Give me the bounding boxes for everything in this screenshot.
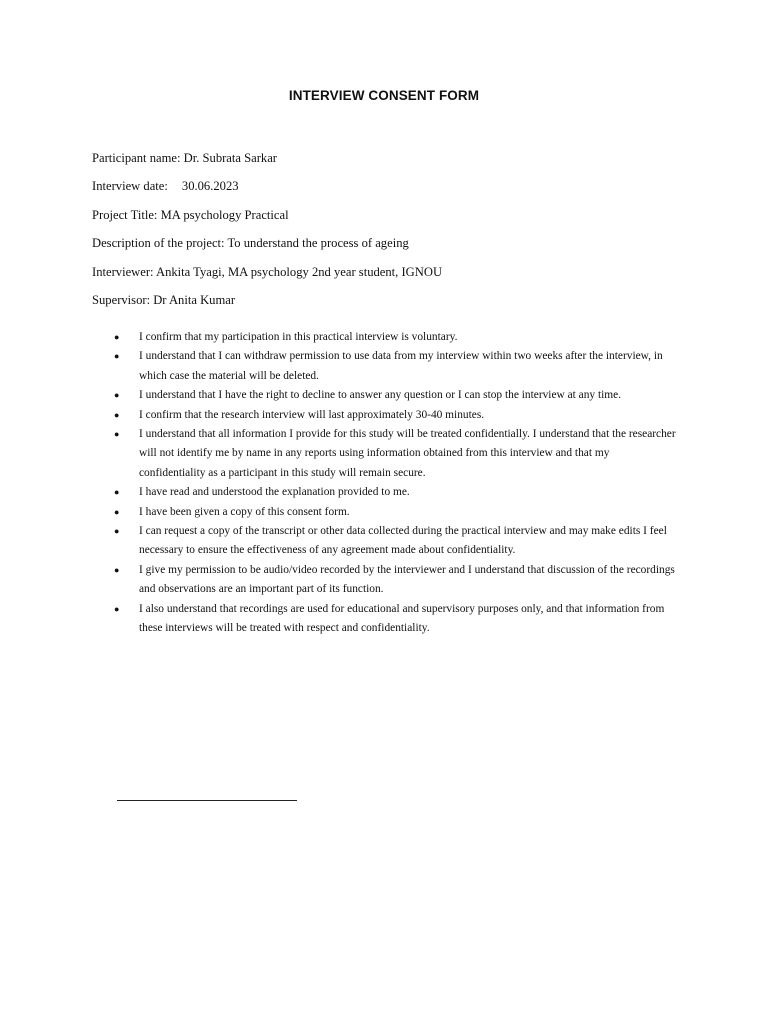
form-title: INTERVIEW CONSENT FORM <box>288 88 480 103</box>
bullet-icon: ● <box>114 487 120 498</box>
interview-date-label: Interview date: <box>92 179 168 194</box>
statement-text: I have read and understood the explanation provided to me. <box>139 486 410 499</box>
consent-statements-list <box>0 328 768 639</box>
bullet-icon: ● <box>114 409 120 420</box>
consent-statement <box>0 347 768 386</box>
bullet-icon: ● <box>114 351 120 362</box>
participant-name-field: Participant name: Dr. Subrata Sarkar <box>92 151 278 165</box>
statement-text: I confirm that my participation in this practical interview is voluntary. <box>139 331 458 343</box>
form-fields <box>92 150 692 320</box>
interviewer-field: Interviewer: Ankita Tyagi, MA psychology 2nd year student, IGNOU <box>92 264 443 279</box>
bullet-icon: ● <box>114 526 120 537</box>
consent-statement <box>0 328 768 347</box>
statement-text: I can request a copy of the transcript or other data collected during the practical interview and may make edits I feel necessary to ensure the effectiveness of any agreement made about confidentiality. <box>139 525 667 557</box>
project-title-field: Project Title: MA psychology Practical <box>92 207 289 222</box>
consent-statement <box>0 561 768 600</box>
consent-statement <box>0 386 768 405</box>
project-description-field: Description of the project: To understand the process of ageing <box>92 236 409 251</box>
bullet-icon: ● <box>114 506 120 517</box>
supervisor-field: Supervisor: Dr Anita Kumar <box>92 292 236 307</box>
bullet-icon: ● <box>114 603 120 614</box>
interview-date-field <box>92 178 692 206</box>
statement-text: I understand that I can withdraw permission to use data from my interview within two weeks after the interview, in which case the material will be deleted. <box>139 350 663 382</box>
statement-text: I give my permission to be audio/video recorded by the interviewer and I understand that discussion of the recordings and observations are an important part of its function. <box>139 563 675 596</box>
bullet-icon: ● <box>114 390 120 401</box>
consent-statement <box>0 600 768 639</box>
consent-statement <box>0 522 768 561</box>
consent-statement <box>0 425 768 483</box>
statement-text: I confirm that the research interview will last approximately 30-40 minutes. <box>139 408 485 421</box>
statement-text: I have been given a copy of this consent form. <box>139 505 350 518</box>
signature-line <box>117 800 297 801</box>
consent-statement <box>0 503 768 522</box>
bullet-icon: ● <box>114 564 120 575</box>
bullet-icon: ● <box>114 332 120 342</box>
statement-text: I understand that I have the right to decline to answer any question or I can stop the interview at any time. <box>139 389 622 402</box>
bullet-icon: ● <box>114 429 120 440</box>
statement-text: I also understand that recordings are used for educational and supervisory purposes only, and that information from these interviews will be treated with respect and confidentiality. <box>139 602 665 635</box>
statement-text: I understand that all information I provide for this study will be treated confidentially. I understand that the researcher will not identify me by name in any reports using information obtained from this interview and that my confidentiality as a participant in this study will remain secure. <box>139 428 676 479</box>
interview-date-value: 30.06.2023 <box>181 179 239 194</box>
consent-statement <box>0 406 768 425</box>
consent-statement <box>0 483 768 502</box>
